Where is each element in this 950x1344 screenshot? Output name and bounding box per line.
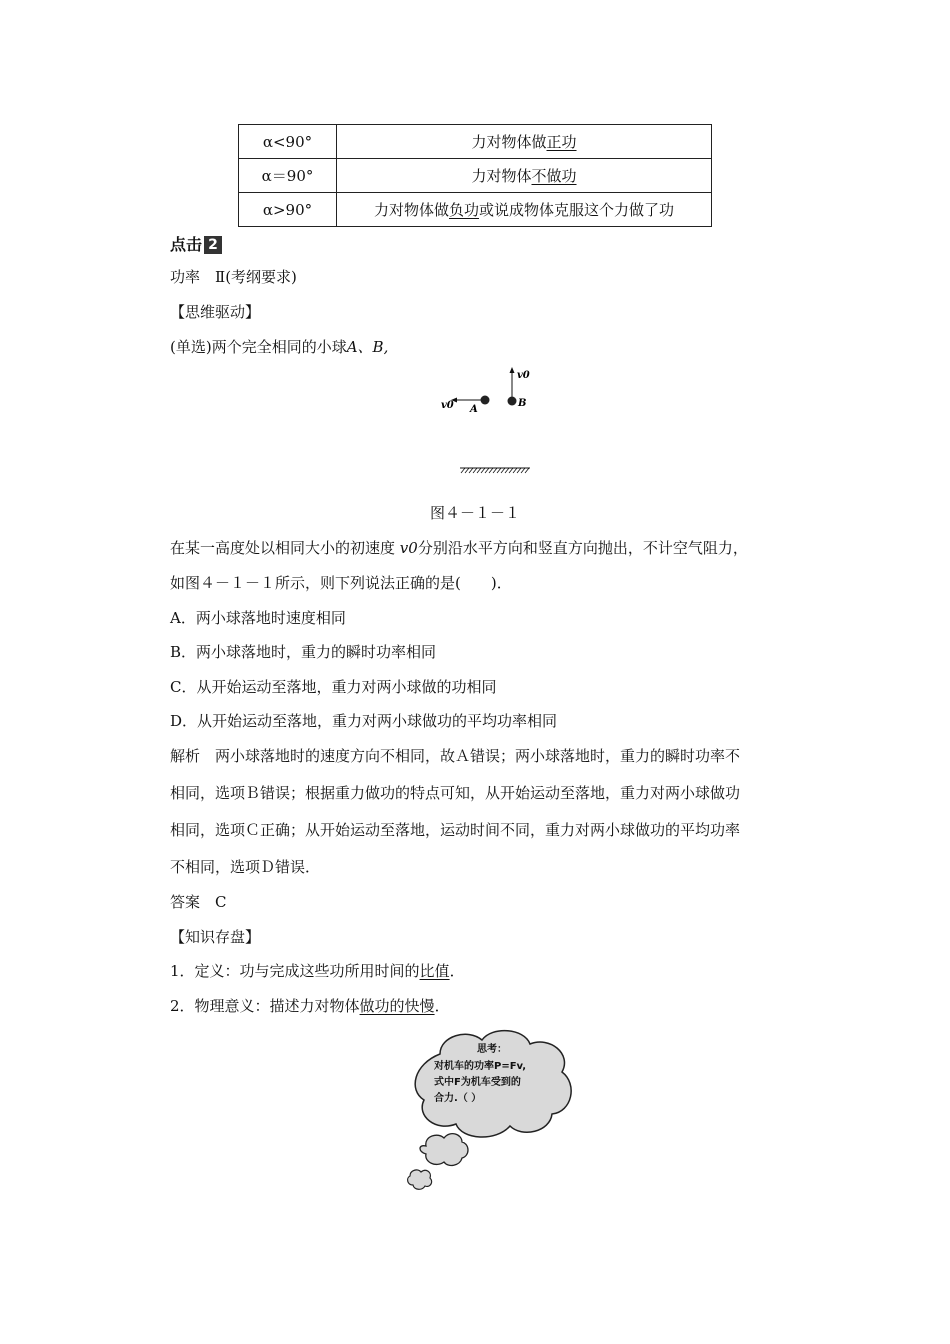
- table-row: [239, 125, 712, 159]
- ball-a-label: A: [470, 404, 478, 415]
- section-heading: 点击 2: [170, 232, 222, 255]
- figure-caption: 图４－１－１: [429, 504, 520, 522]
- analysis-line: 解析 两小球落地时的速度方向不相同，故Ａ错误；两小球落地时，重力的瞬时功率不: [170, 747, 741, 765]
- work-cell: 力对物体做正功: [337, 125, 712, 159]
- question-stem-1: 在某一高度处以相同大小的初速度 v0分别沿水平方向和竖直方向抛出，不计空气阻力，: [170, 539, 748, 557]
- v0-label-a: v0: [441, 400, 454, 411]
- thought-cloud: [400, 1024, 580, 1199]
- table-row: [239, 193, 712, 227]
- topic-line: 功率 Ⅱ(考纲要求): [170, 268, 297, 286]
- ground-hatch: [461, 468, 529, 473]
- ball-b: [508, 397, 517, 406]
- angle-work-table: [238, 124, 712, 227]
- answer-line: 答案 C: [170, 893, 227, 911]
- option-a: A．两小球落地时速度相同: [170, 609, 346, 627]
- knowledge-item: 1．定义：功与完成这些功所用时间的比值．: [170, 962, 465, 980]
- analysis-line: 相同，选项Ｂ错误；根据重力做功的特点可知，从开始运动至落地，重力对两小球做功: [170, 784, 741, 802]
- heading-thinking: 【思维驱动】: [170, 303, 261, 321]
- ball-a: [481, 396, 490, 405]
- analysis-line: 不相同，选项Ｄ错误．: [170, 858, 321, 876]
- cloud-small-bubble-icon: [420, 1134, 468, 1166]
- cloud-text-line: 合力.（ ）: [434, 1093, 482, 1104]
- angle-cell: α>90°: [239, 193, 337, 227]
- v0-label-b: v0: [517, 370, 530, 381]
- question-intro: (单选)两个完全相同的小球A、B,: [170, 338, 389, 356]
- cloud-text-line: 式中F为机车受到的: [434, 1077, 521, 1088]
- option-b: B．两小球落地时，重力的瞬时功率相同: [170, 643, 437, 661]
- heading-knowledge: 【知识存盘】: [170, 928, 261, 946]
- cloud-tiny-bubble-icon: [408, 1170, 432, 1189]
- knowledge-item: 2．物理意义：描述力对物体做功的快慢．: [170, 997, 450, 1015]
- option-d: D．从开始运动至落地，重力对两小球做功的平均功率相同: [170, 712, 558, 730]
- cloud-text-line: 对机车的功率P=Fv,: [434, 1061, 527, 1072]
- option-c: C．从开始运动至落地，重力对两小球做的功相同: [170, 678, 497, 696]
- angle-cell: α＝90°: [239, 159, 337, 193]
- section-number-badge: 2: [204, 236, 222, 254]
- question-stem-2: 如图４－１－１所示，则下列说法正确的是( )．: [170, 574, 512, 592]
- angle-cell: α<90°: [239, 125, 337, 159]
- table-row: [239, 159, 712, 193]
- ball-b-label: B: [518, 398, 527, 409]
- analysis-line: 相同，选项Ｃ正确；从开始运动至落地，运动时间不同，重力对两小球做功的平均功率: [170, 821, 741, 839]
- work-cell: 力对物体做负功或说成物体克服这个力做了功: [337, 193, 712, 227]
- cloud-text-line: 思考：: [477, 1044, 507, 1055]
- projectile-figure: [430, 360, 560, 480]
- work-cell: 力对物体不做功: [337, 159, 712, 193]
- arrow-head-icon: [510, 367, 515, 373]
